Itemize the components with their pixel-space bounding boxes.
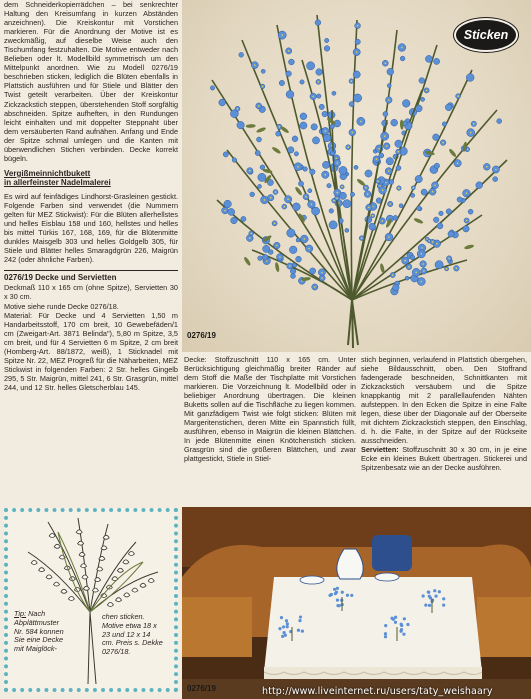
section-heading-line1: Vergißmeinnichtbukett	[4, 168, 91, 178]
decke-paragraph: Decke: Stoffzuschnitt 110 x 165 cm. Unter Berücksichtigung gleichmäßig breiter Ränder auf dem Stoff die Maße der Tischplatte mit Vorstichen markieren. Die Vorzeichnung lt. Modellbild oder in beliebiger Anordnung übertragen. Die kleinen Buketts sollen auf die Tischfläche zu liegen kommen. Mit ganzfädigem Twist wie folgt sticken: Blüten mit Margeritenstichen, deren Mitte ein Spannstich füllt, ausführen, ebenso in Maigrün die kleinen Blättchen. In jede Blütenmitte einen Knötchenstich sticken. Grasgrün sind die größeren Blättchen, und zwar plattgestickt, Stiele in Stiel-	[184, 355, 356, 463]
sub-heading: 0276/19 Decke und Servietten	[4, 270, 178, 283]
photo-bottom-ref: 0276/19	[187, 684, 216, 693]
size-paragraph: Deckmaß 110 x 165 cm (ohne Spitze), Servietten 30 x 30 cm.	[4, 283, 178, 302]
watermark-url: http://www.liveinternet.ru/users/taty_weishaary	[262, 686, 493, 697]
left-text-column	[4, 0, 178, 476]
bouquet-photo	[182, 0, 531, 352]
living-room-table-photo	[182, 507, 531, 699]
material-paragraph: Material: Für Decke und 4 Servietten 1,50 m Handarbeitsstoff, 170 cm breit, 10 Gewebefäden/1 cm (Zweigart-Art. 3871 Belinda"), 5,80 m Spitze, 3,5 cm breit, und für 4 Servietten 6 m Spitze, 2 cm breit (Homberg-Art. 88/1872, weiß), 1 Sticknadel mit Spitze Nr. 22, MEZ Progreß für die Näharbeiten, MEZ Stickwist in folgenden Farben: 2 Str. helles Gingelb 295, 5 Str. Maigrün, mittel 241, 6 Str. Grasgrün, mittel 244, und 12 Str. helles Gletscherblau 145.	[4, 310, 178, 392]
middle-column-2	[361, 355, 527, 501]
colors-paragraph: Es wird auf feinfädiges Lindhorst-Grasleinen gestickt. Folgende Farben sind verwendet (die Nummern gelten für MEZ Stickwist): Für die Blüten allerhellstes und helles Eisblau 158 und 160, hellstes und helles bis mittel Türkis 167, 168, 169, für die Blütenmitte dunkles Maisgelb 303 und helles Goldgelb 305, für Stiele und Blätter helles Smaragdgrün 226, Maigrün 242 (oder ähnliche Farben).	[4, 192, 178, 265]
photo-top-ref: 0276/19	[187, 331, 216, 340]
lily-of-the-valley-box	[4, 508, 178, 692]
middle-column-1	[184, 355, 356, 501]
continuation-paragraph: stich beginnen, verlaufend in Plattstich übergehen, siehe Bildausschnitt, oben. Den Stoffrand fadengerade beschneiden, Schnittkanten mit Zickzackstich versäubern und die Spitze knappkantig mit 2 parallellaufenden Nähten aufsteppen. In den Ecken die Spitze in eine Falte legen, diese über der Diagonale auf der Oberseite mit dichtem Zickzackstich steppen, den Einschlag, d. h. die Falte, in der Spitze auf der Rückseite ausschneiden.	[361, 355, 527, 445]
forget-me-not-bouquet-embroidery	[182, 0, 531, 352]
tip-text-right: chen sticken. Motive etwa 18 x 23 und 12 x 14 cm. Preis s. Dekke 0276/18.	[102, 612, 163, 657]
lily-of-the-valley-drawing	[8, 512, 174, 688]
intro-paragraph: dem Schneiderkopierrädchen – bei senkrechter Haltung den Kreisumfang in kurzen Abständen anzeichnen). Die Kreiskontur mit Vorstichen markieren. Für die Anordnung der Motive ist es zweckmäßig, auf dieselbe Weise auch den Tischumfang festzuhalten. Die Motive entweder nach Belieben oder lt. Modellbild symmetrisch um den Mittelpunkt anordnen. Wie zu Modell 0276/19 beschrieben sticken, lediglich die Blüten ebenfalls in Plattstich ausführen und für Stiele und Blätter den Twist geteilt verarbeiten. Über der Kreiskontur Zickzackstich steppen, überstehenden Stoff sorgfältig abschneiden. Spitze aufheften, in den Rundungen leicht einhalten und mit doppelter Steppnaht über dem versäuberten Rand aufnähen. Anfang und Ende der Spitze schmal umlegen und die Kanten mit überwendlichen Stichen verbinden. Decke korrekt bügeln.	[4, 0, 178, 163]
servietten-paragraph: Servietten: Stoffzuschnitt 30 x 30 cm, in je eine Ecke ein kleines Bukett übertragen. Stickerei und Spitzenbesatz wie an der Decke ausführen.	[361, 445, 527, 472]
section-heading-line2: in allerfeinster Nadelmalerei	[4, 178, 111, 188]
living-room-photo	[182, 507, 531, 699]
motive-paragraph: Motive siehe runde Decke 0276/18.	[4, 301, 119, 311]
sticken-badge: Sticken	[454, 18, 518, 52]
tip-text: Tip: Nach Abplättmuster Nr. 584 konnen Sie eine Decke mit Maiglöck-	[14, 609, 64, 654]
